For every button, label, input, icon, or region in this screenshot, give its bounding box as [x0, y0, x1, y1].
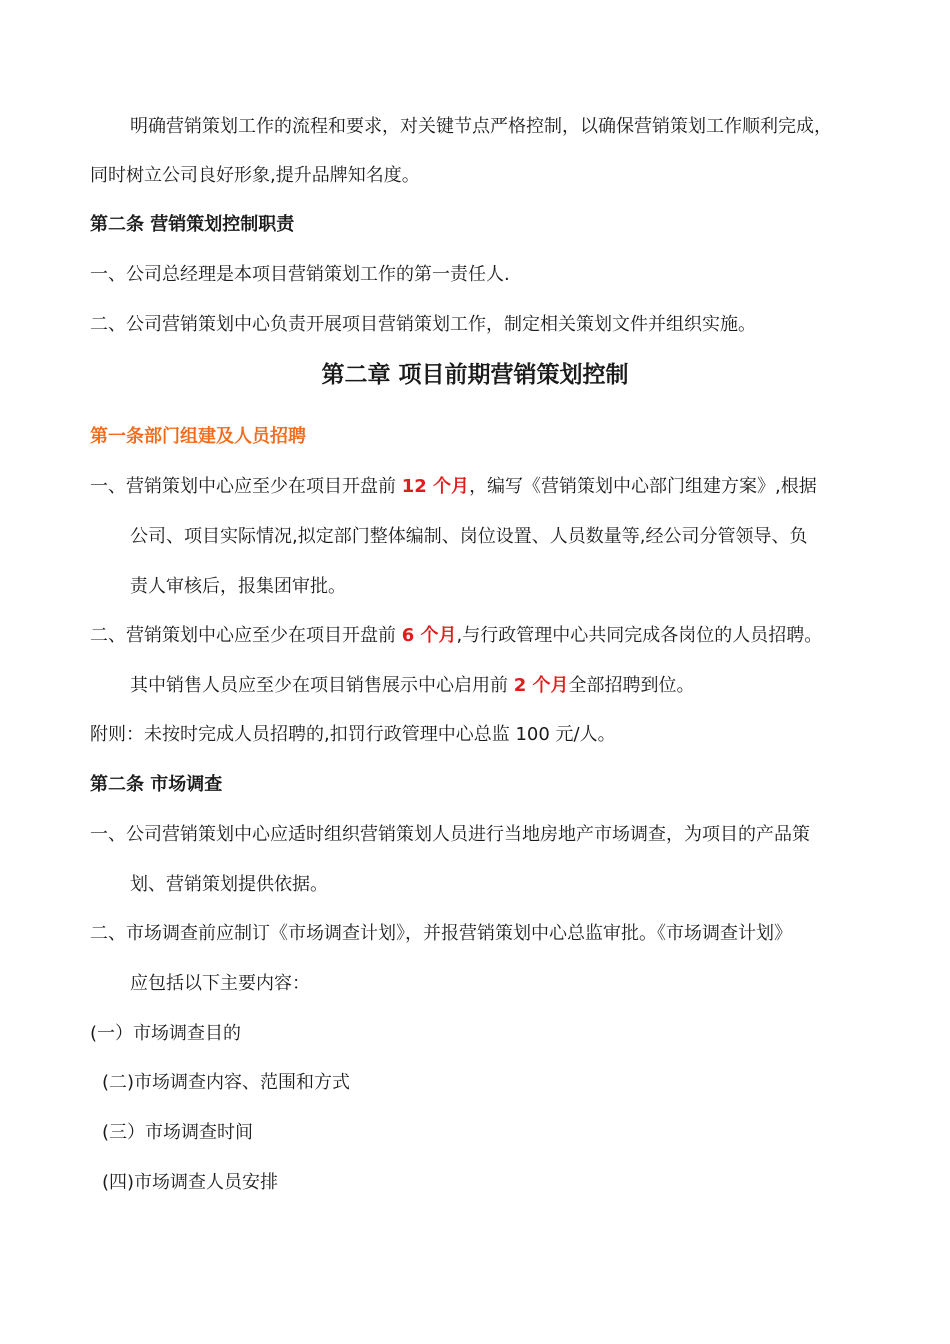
staffing-item-1-cont-2: 责人审核后，报集团审批。	[130, 576, 346, 597]
staffing-item-1-deadline: 12 个月	[401, 476, 470, 497]
survey-item-2: 二、市场调查前应制订《市场调查计划》，并报营销策划中心总监审批。《市场调查计划》	[90, 923, 792, 944]
survey-sub-item-3: (三）市场调查时间	[102, 1122, 254, 1143]
staffing-item-1	[90, 474, 817, 500]
staffing-item-2-pre: 二、营销策划中心应至少在项目开盘前	[90, 625, 402, 646]
survey-sub-item-4: (四)市场调查人员安排	[102, 1172, 279, 1193]
intro-line-2: 同时树立公司良好形象,提升品牌知名度。	[90, 165, 420, 186]
duties-item-1: 一、公司总经理是本项目营销策划工作的第一责任人.	[90, 264, 510, 285]
survey-item-1-cont: 划、营销策划提供依据。	[130, 874, 328, 895]
article-heading-staffing: 第一条部门组建及人员招聘	[90, 426, 306, 447]
staffing-appendix: 附则：未按时完成人员招聘的,扣罚行政管理中心总监 100 元/人。	[90, 724, 616, 745]
survey-item-2-cont: 应包括以下主要内容：	[130, 973, 310, 994]
staffing-item-2-post: ,与行政管理中心共同完成各岗位的人员招聘。	[456, 625, 823, 646]
survey-item-1: 一、公司营销策划中心应适时组织营销策划人员进行当地房地产市场调查，为项目的产品策	[90, 824, 810, 845]
article-heading-duties: 第二条 营销策划控制职责	[90, 214, 295, 235]
article-heading-survey: 第二条 市场调查	[90, 774, 223, 795]
staffing-item-2-cont	[130, 673, 695, 699]
staffing-item-1-post: ，编写《营销策划中心部门组建方案》,根据	[469, 476, 817, 497]
staffing-item-2	[90, 623, 822, 649]
staffing-item-2-deadline: 6 个月	[401, 625, 457, 646]
staffing-item-1-cont-1: 公司、项目实际情况,拟定部门整体编制、岗位设置、人员数量等,经公司分管领导、负	[130, 526, 808, 547]
survey-sub-item-1: (一）市场调查目的	[90, 1023, 242, 1044]
duties-item-2: 二、公司营销策划中心负责开展项目营销策划工作，制定相关策划文件并组织实施。	[90, 314, 756, 335]
intro-line-1: 明确营销策划工作的流程和要求，对关键节点严格控制，以确保营销策划工作顺利完成，	[130, 116, 832, 137]
staffing-item-2-cont-post: 全部招聘到位。	[568, 675, 695, 696]
survey-sub-item-2: (二)市场调查内容、范围和方式	[102, 1072, 351, 1093]
staffing-item-1-pre: 一、营销策划中心应至少在项目开盘前	[90, 476, 402, 497]
staffing-item-2-cont-pre: 其中销售人员应至少在项目销售展示中心启用前	[130, 675, 514, 696]
chapter-title: 第二章 项目前期营销策划控制	[321, 362, 629, 388]
staffing-item-2-cont-deadline: 2 个月	[513, 675, 569, 696]
